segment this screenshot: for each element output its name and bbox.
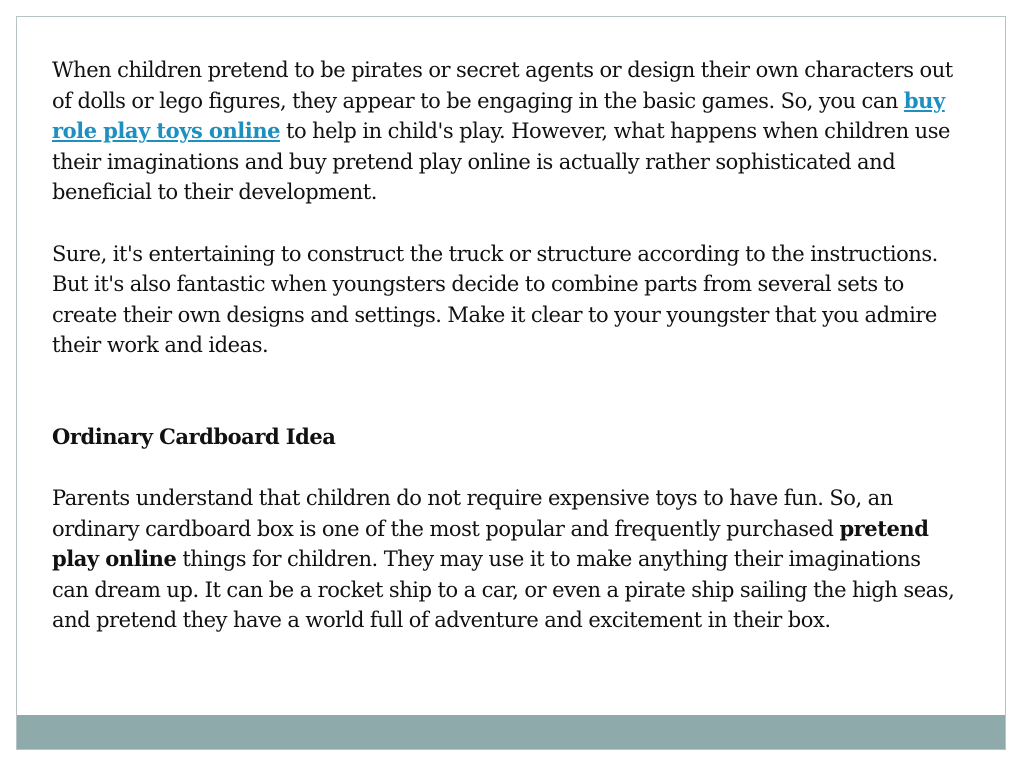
- paragraph-cardboard-text-end: things for children. They may use it to make anything their imaginations can dream up. It can be a rocket ship to a car, or even a pirate ship sailing the high seas, and pretend they have a world full of adventure and excitement in their box.: [52, 547, 955, 632]
- section-heading: Ordinary Cardboard Idea: [52, 423, 336, 449]
- paragraph-cardboard: [52, 483, 957, 636]
- paragraph-intro: [52, 55, 957, 208]
- footer-band: [17, 715, 1005, 749]
- slide-content: [52, 55, 957, 636]
- buy-role-play-toys-link[interactable]: buy role play toys online: [52, 87, 945, 143]
- pretend-play-online-keyword: pretend play online: [52, 515, 929, 571]
- paragraph-intro-text-end: to help in child's play. However, what happens when children use their imaginations and buy pretend play online is actually rather sophisticated and beneficial to their development.: [52, 119, 951, 204]
- paragraph-intro-text-start: When children pretend to be pirates or secret agents or design their own characters out of dolls or lego figures, they appear to be engaging in the basic games. So, you can: [52, 58, 953, 113]
- slide: [16, 16, 1006, 750]
- paragraph-construction: Sure, it's entertaining to construct the truck or structure according to the instructions. But it's also fantastic when youngsters decide to combine parts from several sets to create their own designs and settings. Make it clear to your youngster that you admire their work and ideas.: [52, 241, 938, 357]
- paragraph-cardboard-text-start: Parents understand that children do not require expensive toys to have fun. So, an ordinary cardboard box is one of the most popular and frequently purchased: [52, 486, 893, 541]
